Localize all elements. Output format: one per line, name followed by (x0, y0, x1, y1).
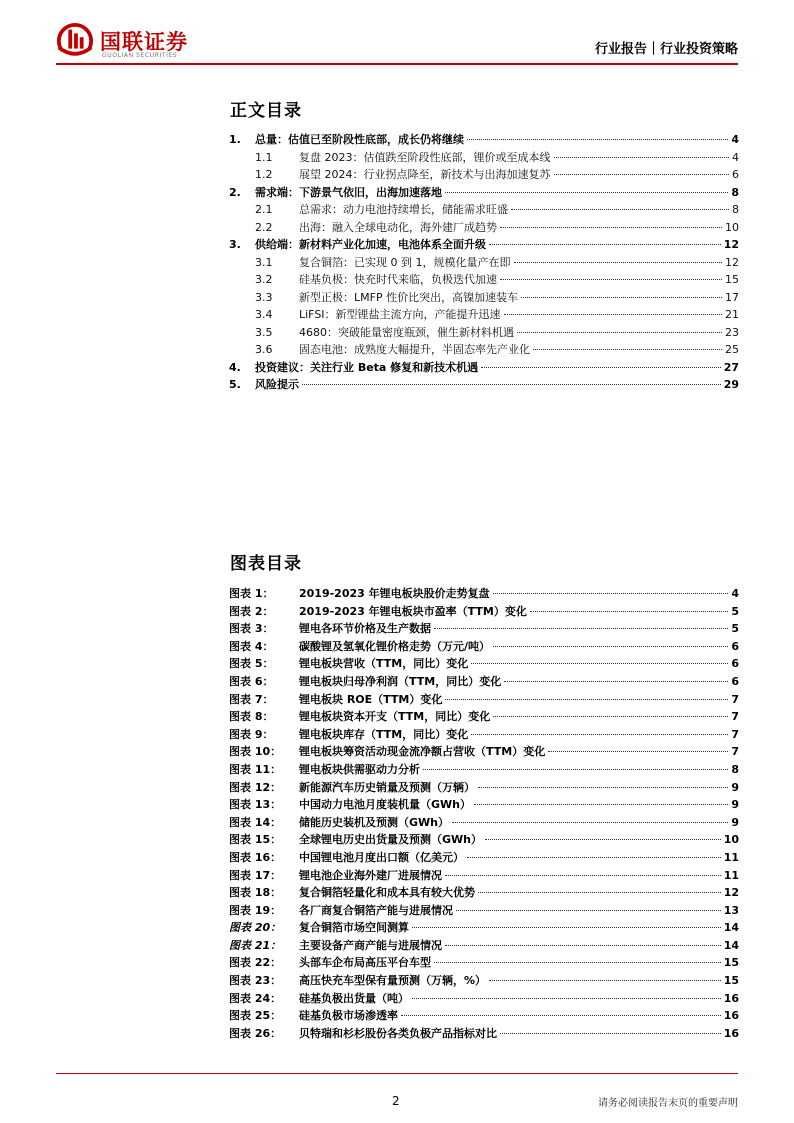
figure-entry-page: 10 (723, 833, 739, 847)
figure-entry-text: 锂电板块资本开支（TTM，同比）变化 (299, 710, 491, 724)
figure-entry[interactable] (229, 638, 739, 656)
figure-entry-text: 碳酸锂及氢氧化锂价格走势（万元/吨） (299, 639, 491, 653)
toc-entry-number: 3.2 (255, 273, 273, 286)
figure-entry-text: 新能源汽车历史销量及预测（万辆） (299, 780, 475, 794)
figure-entry[interactable] (229, 620, 739, 638)
dot-leader (500, 227, 722, 228)
figure-entry-label: 图表 19： (229, 903, 282, 917)
dot-leader (445, 875, 721, 876)
toc-entry-page: 8 (732, 203, 739, 216)
dot-leader (474, 804, 728, 805)
figure-entry[interactable] (229, 849, 739, 867)
figure-entry-text: 硅基负极市场渗透率 (299, 1009, 398, 1023)
figure-entry-label: 图表 13： (229, 798, 282, 812)
toc-entry-text: 出海：融入全球电动化，海外建厂成趋势 (299, 220, 497, 234)
toc-entry[interactable] (229, 131, 739, 149)
figure-entry-text: 储能历史装机及预测（GWh） (299, 815, 449, 829)
footer-disclaimer: 请务必阅读报告末页的重要声明 (598, 1098, 738, 1109)
dot-leader (467, 857, 721, 858)
dot-leader (493, 646, 728, 647)
figure-entry-label: 图表 17： (229, 868, 282, 882)
figure-entry[interactable] (229, 972, 739, 990)
toc-entry-text: 复合铜箔：已实现 0 到 1，规模化量产在即 (299, 255, 511, 269)
figure-entry-label: 图表 2： (229, 604, 274, 618)
figure-entry[interactable] (229, 761, 739, 779)
figure-entry-label: 图表 3： (229, 622, 274, 636)
dot-leader (302, 384, 721, 385)
dot-leader (434, 962, 721, 963)
toc-entry-number: 3.6 (255, 343, 273, 356)
toc-entry-page: 15 (725, 273, 739, 286)
dot-leader (554, 157, 730, 158)
figure-entry-page: 6 (731, 657, 739, 671)
dot-leader (517, 332, 722, 333)
figure-entry-page: 9 (731, 815, 739, 829)
toc-entry-number: 1. (229, 133, 241, 146)
toc-entry-page: 8 (731, 185, 739, 199)
figure-entry-page: 8 (731, 762, 739, 776)
logo-text-en: GUOLIAN SECURITIES (102, 52, 178, 59)
figure-entry-text: 锂电板块归母净利润（TTM，同比）变化 (299, 674, 502, 688)
figure-entry-label: 图表 21： (229, 938, 282, 952)
dot-leader (548, 751, 728, 752)
figure-entry-text: 复合铜箔轻量化和成本具有较大优势 (299, 886, 475, 900)
figure-entry-text: 锂电池企业海外建厂进展情况 (299, 868, 442, 882)
figure-entry-page: 7 (731, 745, 739, 759)
toc-entry-text: 总需求：动力电池持续增长，储能需求旺盛 (299, 203, 508, 216)
figure-entry-label: 图表 16： (229, 850, 282, 864)
toc-entry[interactable] (229, 341, 739, 359)
toc-entry-text: 展望 2024：行业拐点降至，新技术与出海加速复苏 (299, 168, 551, 181)
toc-entry[interactable] (229, 219, 739, 237)
figure-entry-label: 图表 22： (229, 956, 282, 970)
report-type: 行业报告｜行业投资策略 (594, 42, 738, 57)
toc-entry[interactable] (229, 236, 739, 254)
figure-entry-label: 图表 25： (229, 1009, 282, 1023)
dot-leader (423, 769, 728, 770)
figure-entry-page: 16 (723, 1009, 739, 1023)
toc-entry[interactable] (229, 324, 739, 342)
figure-entry-page: 4 (731, 587, 739, 600)
figure-entry[interactable] (229, 691, 739, 709)
company-logo (56, 22, 206, 62)
footer-divider (56, 1073, 738, 1074)
toc-entry[interactable] (229, 306, 739, 324)
dot-leader (445, 192, 728, 193)
dot-leader (445, 945, 721, 946)
figure-entry-label: 图表 24： (229, 991, 282, 1005)
toc-entry-text: 需求端：下游景气依旧，出海加速落地 (255, 185, 442, 199)
toc-entry[interactable] (229, 201, 739, 219)
figure-entry-page: 16 (723, 1026, 739, 1040)
figure-entry-page: 11 (723, 850, 739, 864)
header-divider (56, 63, 738, 65)
toc-entry-page: 12 (725, 255, 739, 269)
dot-leader (489, 244, 721, 245)
toc-entry-number: 3. (229, 238, 241, 251)
toc-entry-number: 1.2 (255, 168, 273, 181)
figure-entry[interactable] (229, 937, 739, 955)
toc-entry-number: 3.4 (255, 308, 273, 321)
toc-entry-number: 5. (229, 378, 241, 391)
figure-entry-page: 13 (723, 903, 739, 917)
toc-entry[interactable] (229, 149, 739, 167)
toc-entry-number: 2.1 (255, 203, 273, 216)
figure-entry-label: 图表 10： (229, 745, 282, 759)
toc-entry-page: 27 (723, 360, 739, 374)
dot-leader (554, 174, 730, 175)
dot-leader (445, 699, 728, 700)
figure-entry[interactable] (229, 673, 739, 691)
figure-entry-text: 锂电板块营收（TTM，同比）变化 (299, 657, 469, 671)
figure-entry[interactable] (229, 954, 739, 972)
figures-title: 图表目录 (230, 554, 302, 574)
figure-entry-page: 5 (731, 622, 739, 636)
logo-text-cn: 国联证券 (100, 30, 188, 54)
toc-entry-number: 1.1 (255, 150, 273, 164)
toc-entry-page: 23 (725, 325, 739, 339)
dot-leader (467, 139, 728, 140)
figure-entry-page: 7 (731, 692, 739, 706)
figure-entry-page: 15 (723, 974, 739, 988)
dot-leader (514, 262, 723, 263)
figure-entry-text: 锂电板块 ROE（TTM）变化 (299, 692, 443, 706)
figure-entry-label: 图表 14： (229, 815, 282, 829)
figure-entry-page: 5 (731, 604, 739, 618)
figure-entry-page: 9 (731, 798, 739, 812)
figure-entry[interactable] (229, 585, 739, 603)
toc-entry-text: 4680：突破能量密度瓶颈，催生新材料机遇 (299, 325, 514, 339)
dot-leader (493, 716, 728, 717)
figure-entry[interactable] (229, 831, 739, 849)
figure-entry[interactable] (229, 1007, 739, 1025)
dot-leader (511, 209, 729, 210)
figure-entry-text: 硅基负极出货量（吨） (299, 991, 409, 1005)
figure-entry-label: 图表 18： (229, 886, 282, 900)
toc-entry[interactable] (229, 254, 739, 272)
figure-entry-label: 图表 7： (229, 692, 274, 706)
dot-leader (530, 611, 729, 612)
dot-leader (521, 297, 722, 298)
toc-entry-text: 投资建议：关注行业 Beta 修复和新技术机遇 (255, 360, 479, 374)
figure-entry-label: 图表 15： (229, 833, 282, 847)
figure-entry-page: 14 (723, 921, 739, 935)
toc-entry-page: 6 (732, 168, 739, 181)
figure-entry-page: 11 (723, 868, 739, 882)
dot-leader (493, 593, 729, 594)
figure-entry-page: 12 (723, 886, 739, 900)
toc-entry-page: 4 (732, 150, 739, 164)
figure-entry-text: 中国动力电池月度装机量（GWh） (299, 798, 471, 812)
dot-leader (478, 787, 728, 788)
figure-entry-page: 15 (723, 956, 739, 970)
figure-entry[interactable] (229, 655, 739, 673)
toc-title: 正文目录 (230, 101, 302, 121)
figure-entry-text: 高压快充车型保有量预测（万辆，%） (299, 974, 487, 988)
figure-entry-label: 图表 26： (229, 1026, 282, 1040)
figure-entry-text: 复合铜箔市场空间测算 (299, 921, 409, 935)
toc-entry[interactable] (229, 271, 739, 289)
toc-entry-page: 17 (725, 290, 739, 304)
figure-entry[interactable] (229, 779, 739, 797)
figure-entry-page: 14 (723, 938, 739, 952)
dot-leader (401, 1015, 721, 1016)
figure-entry-label: 图表 5： (229, 657, 274, 671)
toc-entry-text: 硅基负极：快充时代来临，负极迭代加速 (299, 273, 497, 286)
guolian-logo-icon (56, 22, 94, 60)
figure-entry[interactable] (229, 814, 739, 832)
figure-entry[interactable] (229, 1025, 739, 1043)
figure-entry-label: 图表 11： (229, 762, 282, 776)
dot-leader (504, 681, 728, 682)
page-header (0, 0, 794, 70)
figure-entry-text: 头部车企布局高压平台车型 (299, 956, 431, 970)
dot-leader (434, 628, 728, 629)
dot-leader (456, 910, 721, 911)
figure-entry-page: 6 (731, 674, 739, 688)
figure-entry-text: 锂电板块供需驱动力分析 (299, 762, 420, 776)
figure-entry-page: 16 (723, 991, 739, 1005)
figure-entry[interactable] (229, 867, 739, 885)
figure-entry[interactable] (229, 603, 739, 621)
toc-entry[interactable] (229, 359, 739, 377)
figure-entry-label: 图表 8： (229, 710, 274, 724)
figure-entry-page: 7 (731, 710, 739, 724)
figure-entry-page: 7 (731, 727, 739, 741)
figure-entry-text: 贝特瑞和杉杉股份各类负极产品指标对比 (299, 1026, 497, 1040)
toc-entry-page: 29 (723, 378, 739, 391)
toc-entry-number: 3.3 (255, 290, 273, 304)
figure-entry-label: 图表 4： (229, 639, 274, 653)
toc-entry-number: 2.2 (255, 220, 273, 234)
dot-leader (500, 279, 722, 280)
figure-entry[interactable] (229, 796, 739, 814)
toc-entry-number: 3.1 (255, 255, 273, 269)
toc-entry-page: 12 (723, 238, 739, 251)
toc-entry-text: 新型正极：LMFP 性价比突出，高镍加速装车 (299, 290, 519, 304)
figure-entry-text: 锂电板块库存（TTM，同比）变化 (299, 727, 469, 741)
dot-leader (504, 314, 722, 315)
figure-entry[interactable] (229, 708, 739, 726)
figure-entry-text: 2019-2023 年锂电板块市盈率（TTM）变化 (299, 604, 527, 618)
dot-leader (452, 822, 728, 823)
toc-entry-number: 4. (229, 360, 241, 374)
toc-entry[interactable] (229, 289, 739, 307)
figure-entry-text: 锂电板块筹资活动现金流净额占营收（TTM）变化 (299, 745, 546, 759)
figure-entry-page: 6 (731, 639, 739, 653)
dot-leader (489, 980, 721, 981)
toc-entry-number: 2. (229, 185, 241, 199)
figure-entry[interactable] (229, 902, 739, 920)
table-of-contents (229, 131, 739, 394)
figure-entry-text: 主要设备产商产能与进展情况 (299, 938, 442, 952)
toc-entry-text: LiFSI：新型锂盐主流方向，产能提升迅速 (299, 308, 501, 321)
toc-entry-page: 21 (725, 308, 739, 321)
toc-entry-text: 供给端：新材料产业化加速，电池体系全面升级 (255, 238, 486, 251)
toc-entry[interactable] (229, 184, 739, 202)
dot-leader (412, 998, 721, 999)
dot-leader (412, 927, 721, 928)
figure-entry-text: 2019-2023 年锂电板块股价走势复盘 (299, 587, 490, 600)
toc-entry-text: 复盘 2023：估值跌至阶段性底部，锂价或至成本线 (299, 150, 551, 164)
figure-entry-label: 图表 12： (229, 780, 282, 794)
figure-entry[interactable] (229, 743, 739, 761)
toc-entry-number: 3.5 (255, 325, 273, 339)
figure-entry-label: 图表 23： (229, 974, 282, 988)
page-number: 2 (392, 1094, 400, 1108)
dot-leader (471, 734, 728, 735)
dot-leader (500, 1033, 721, 1034)
list-of-figures (229, 585, 739, 1042)
figure-entry-text: 中国锂电池月度出口额（亿美元） (299, 850, 464, 864)
dot-leader (533, 349, 722, 350)
toc-entry-text: 固态电池：成熟度大幅提升，半固态率先产业化 (299, 343, 530, 356)
dot-leader (481, 367, 721, 368)
figure-entry[interactable] (229, 884, 739, 902)
figure-entry-label: 图表 6： (229, 674, 274, 688)
figure-entry[interactable] (229, 726, 739, 744)
toc-entry[interactable] (229, 166, 739, 184)
dot-leader (471, 663, 728, 664)
toc-entry-text: 总量：估值已至阶段性底部，成长仍将继续 (255, 133, 464, 146)
dot-leader (485, 839, 721, 840)
toc-entry-text: 风险提示 (255, 378, 299, 391)
toc-entry[interactable] (229, 376, 739, 394)
dot-leader (478, 892, 721, 893)
figure-entry-label: 图表 1： (229, 587, 274, 600)
figure-entry-text: 锂电各环节价格及生产数据 (299, 622, 431, 636)
figure-entry-page: 9 (731, 780, 739, 794)
toc-entry-page: 4 (731, 133, 739, 146)
figure-entry[interactable] (229, 990, 739, 1008)
figure-entry[interactable] (229, 919, 739, 937)
figure-entry-label: 图表 20： (229, 921, 282, 935)
figure-entry-text: 各厂商复合铜箔产能与进展情况 (299, 903, 453, 917)
figure-entry-label: 图表 9： (229, 727, 274, 741)
toc-entry-page: 10 (725, 220, 739, 234)
toc-entry-page: 25 (725, 343, 739, 356)
figure-entry-text: 全球锂电历史出货量及预测（GWh） (299, 833, 482, 847)
